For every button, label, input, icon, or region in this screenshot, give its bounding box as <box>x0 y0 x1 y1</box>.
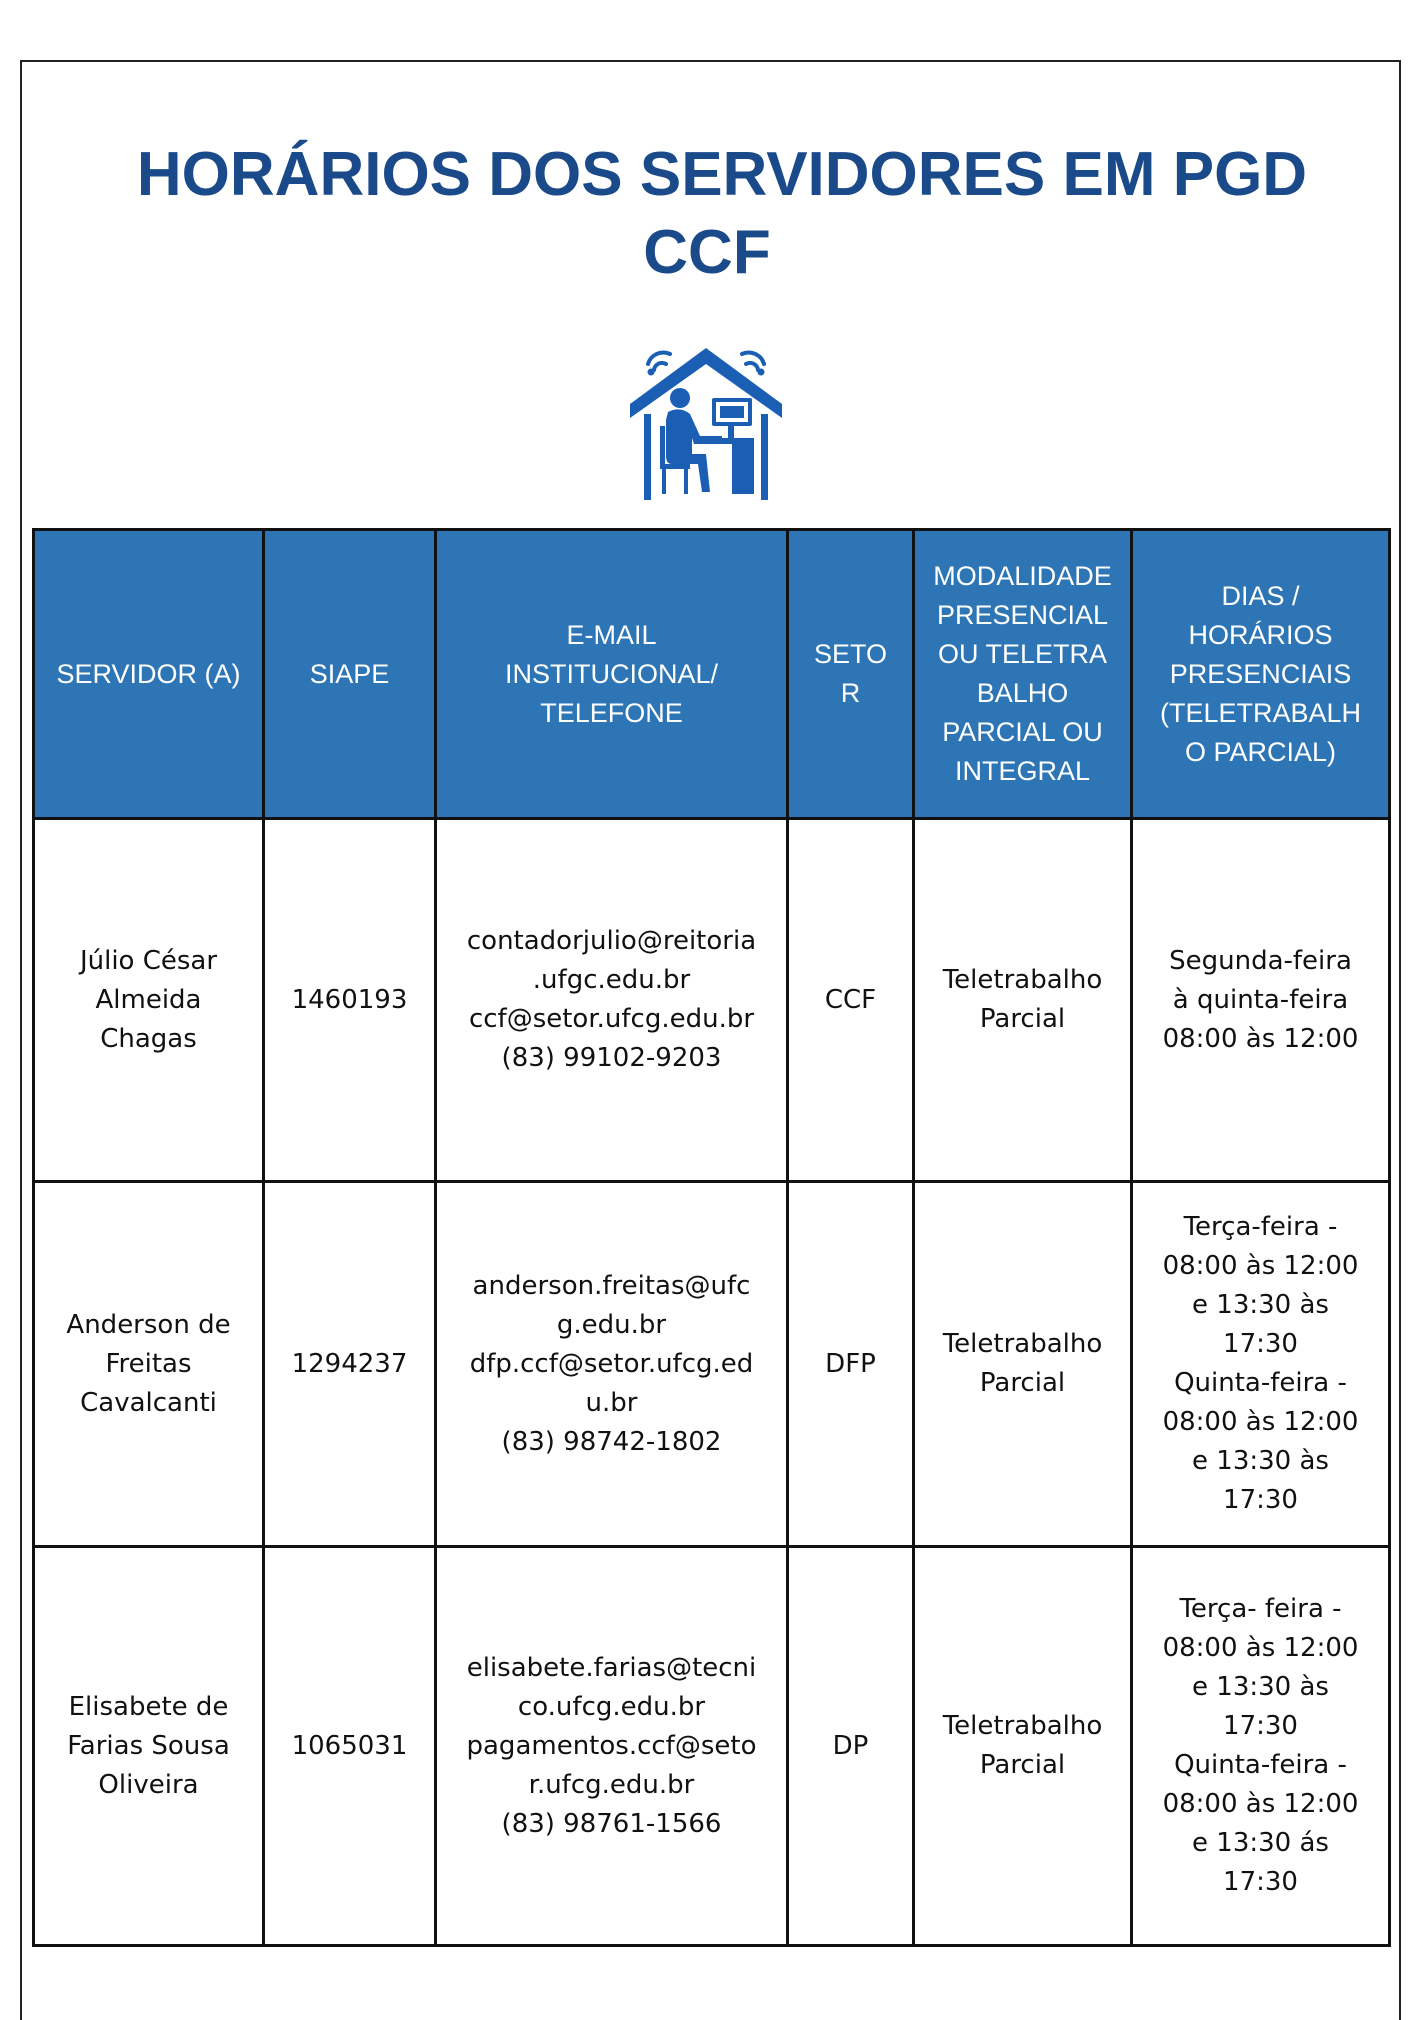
table-row <box>34 1547 1390 1946</box>
cell-modalidade: Teletrabalho Parcial <box>914 1547 1132 1946</box>
header-email-telefone: E-MAIL INSTITUCIONAL/ TELEFONE <box>436 530 788 819</box>
header-siape: SIAPE <box>264 530 436 819</box>
cell-contato: elisabete.farias@tecni co.ufcg.edu.br pagamentos.ccf@seto r.ufcg.edu.br (83) 98761-1566 <box>436 1547 788 1946</box>
cell-modalidade: Teletrabalho Parcial <box>914 1182 1132 1547</box>
cell-horarios: Segunda-feira à quinta-feira 08:00 às 12:00 <box>1132 819 1390 1182</box>
page-title-line-1: HORÁRIOS DOS SERVIDORES EM PGD <box>136 140 1308 209</box>
cell-servidor: Anderson de Freitas Cavalcanti <box>34 1182 264 1547</box>
cell-modalidade: Teletrabalho Parcial <box>914 819 1132 1182</box>
header-dias-horarios: DIAS / HORÁRIOS PRESENCIAIS (TELETRABALH O PARCIAL) <box>1132 530 1390 819</box>
cell-horarios: Terça-feira - 08:00 às 12:00 e 13:30 às 17:30 Quinta-feira - 08:00 às 12:00 e 13:30 às 17:30 <box>1132 1182 1390 1547</box>
cell-setor: DP <box>788 1547 914 1946</box>
cell-siape: 1460193 <box>264 819 436 1182</box>
header-modalidade: MODALIDADE PRESENCIAL OU TELETRA BALHO PARCIAL OU INTEGRAL <box>914 530 1132 819</box>
cell-contato: contadorjulio@reitoria .ufgc.edu.br ccf@setor.ufcg.edu.br (83) 99102-9203 <box>436 819 788 1182</box>
cell-contato: anderson.freitas@ufc g.edu.br dfp.ccf@setor.ufcg.ed u.br (83) 98742-1802 <box>436 1182 788 1547</box>
cell-servidor: Elisabete de Farias Sousa Oliveira <box>34 1547 264 1946</box>
remote-work-home-icon <box>630 342 782 500</box>
page-title <box>0 136 1414 292</box>
header-servidor: SERVIDOR (A) <box>34 530 264 819</box>
servers-schedule-table <box>32 528 1391 1947</box>
cell-siape: 1065031 <box>264 1547 436 1946</box>
table-row <box>34 819 1390 1182</box>
table-header-row <box>34 530 1390 819</box>
table-row <box>34 1182 1390 1547</box>
cell-siape: 1294237 <box>264 1182 436 1547</box>
cell-horarios: Terça- feira - 08:00 às 12:00 e 13:30 às 17:30 Quinta-feira - 08:00 às 12:00 e 13:30 ás 17:30 <box>1132 1547 1390 1946</box>
cell-setor: CCF <box>788 819 914 1182</box>
header-setor: SETO R <box>788 530 914 819</box>
page-title-line-2: CCF <box>643 218 771 287</box>
cell-setor: DFP <box>788 1182 914 1547</box>
cell-servidor: Júlio César Almeida Chagas <box>34 819 264 1182</box>
